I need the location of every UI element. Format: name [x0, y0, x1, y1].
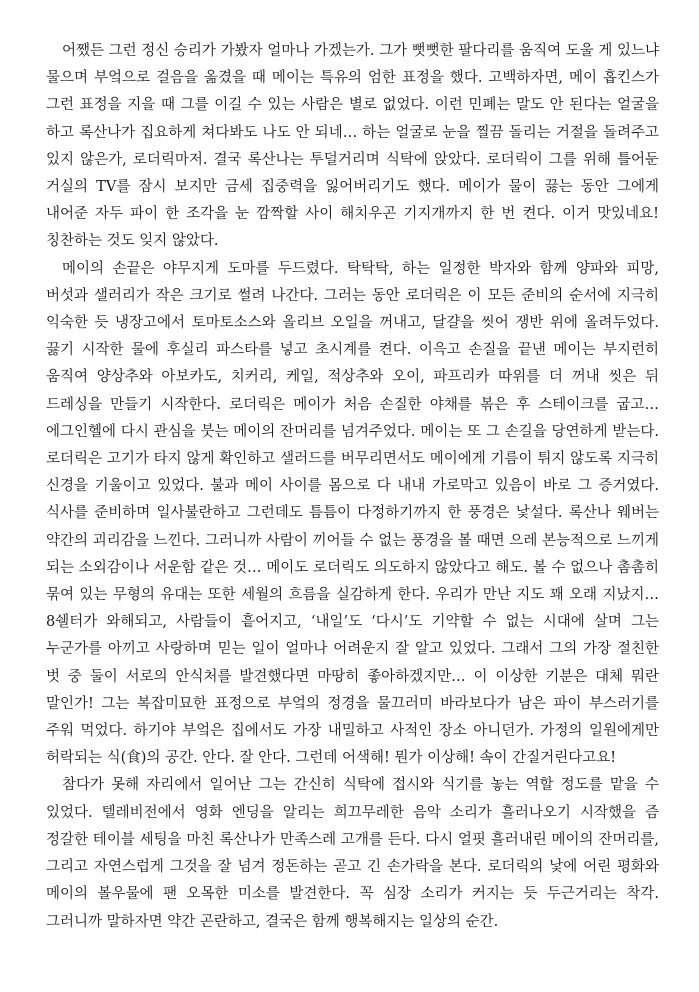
paragraph-3: 참다가 못해 자리에서 일어난 그는 간신히 식탁에 접시와 식기를 놓는 역할 정도를 맡을 수 있었다. 텔레비전에서 영화 엔딩을 알리는 희끄무레한 음악 소리가 흘러나오기 시작했을 즘 정갈한 테이블 세팅을 마친 록산나가 만족스레 고개를 든다. 다시 얼핏 흘러내린 메이의 잔머리를, 그리고 자연스럽게 그것을 잘 넘겨 정돈하는 곧고 긴 손가락을 본다. 로더릭의 낯에 어린 평화와 메이의 볼우물에 팬 오목한 미소를 발견한다. 꼭 심장 소리가 커지는 듯 두근거리는 착각. 그러니까 말하자면 약간 곤란하고, 결국은 함께 행복해지는 일상의 순간. [46, 777, 659, 930]
paragraph-2: 메이의 손끝은 야무지게 도마를 두드렸다. 탁탁탁, 하는 일정한 박자와 함께 양파와 피망, 버섯과 샐러리가 작은 크기로 썰려 나간다. 그러는 동안 로더릭은 이 모든 준비의 순서에 지극히 익숙한 듯 냉장고에서 토마토소스와 올리브 오일을 꺼내고, 달걀을 씻어 쟁반 위에 올려두었다. 끓기 시작한 물에 후실리 파스타를 넣고 초시계를 켠다. 이윽고 손질을 끝낸 메이는 부지런히 움직여 양상추와 아보카도, 치커리, 케일, 적상추와 오이, 파프리카 따위를 더 꺼내 씻은 뒤 드레싱을 만들기 시작한다. 로더릭은 메이가 처음 손질한 야채를 볶은 후 스테이크를 굽고… 에그인헬에 다시 관심을 붓는 메이의 잔머리를 넘겨주었다. 메이는 또 그 손길을 당연하게 받는다. 로더릭은 고기가 타지 않게 확인하고 샐러드를 버무리면서도 메이에게 기름이 튀지 않도록 지극히 신경을 기울이고 있었다. 불과 메이 사이를 몸으로 다 내내 가로막고 있음이 바로 그 증거였다. 식사를 준비하며 일사불란하고 그런데도 틈틈이 다정하기까지 한 풍경은 낯설다. 록산나 웨버는 약간의 괴리감을 느낀다. 그러니까 사람이 끼어들 수 없는 풍경을 볼 때면 으레 본능적으로 느끼게 되는 소외감이나 서운함 같은 것… 메이도 로더릭도 의도하지 않았다고 해도. 볼 수 없으나 촘촘히 묶여 있는 무형의 유대는 또한 세월의 흐름을 실감하게 한다. 우리가 만난 지도 꽤 오래 지났지… 8쉘터가 와해되고, 사람들이 흩어지고, ‘내일’도 ‘다시’도 기약할 수 없는 시대에 살며 그는 누군가를 아끼고 사랑하며 믿는 일이 얼마나 어려운지 잘 알고 있었다. 그래서 그의 가장 절친한 벗 중 둘이 서로의 안식처를 발견했다면 마땅히 좋아하겠지만… 이 이상한 기분은 대체 뭐란 말인가! 그는 복잡미묘한 표정으로 부엌의 정경을 물끄러미 바라보다가 남은 파이 부스러기를 주워 먹었다. 하기야 부엌은 집에서도 가장 내밀하고 사적인 장소 아니던가. 가정의 일원에게만 허락되는 식(食)의 공간. 안다. 잘 안다. 그런데 어색해! 뭔가 이상해! 속이 간질거린다고요! [46, 260, 659, 767]
paragraph-1: 어쨌든 그런 정신 승리가 가봤자 얼마나 가겠는가. 그가 뻣뻣한 팔다리를 움직여 도울 게 있느냐 물으며 부엌으로 걸음을 옮겼을 때 메이는 특유의 엄한 표정을 했다. 고백하자면, 메이 홉킨스가 그런 표정을 지을 때 그를 이길 수 있는 사람은 별로 없었다. 이런 민폐는 말도 안 된다는 얼굴을 하고 록산나가 집요하게 쳐다봐도 나도 안 되네… 하는 얼굴로 눈을 찔끔 돌리는 거절을 돌려주고 있지 않은가, 로더릭마저. 결국 록산나는 투덜거리며 식탁에 앉았다. 로더릭이 그를 위해 틀어둔 거실의 TV를 잠시 보지만 금세 집중력을 잃어버리기도 했다. 메이가 물이 끓는 동안 그에게 내어준 자두 파이 한 조각을 눈 깜짝할 사이 해치우곤 기지개까지 한 번 켠다. 이거 맛있네요! 칭찬하는 것도 잊지 않았다. [46, 43, 659, 250]
